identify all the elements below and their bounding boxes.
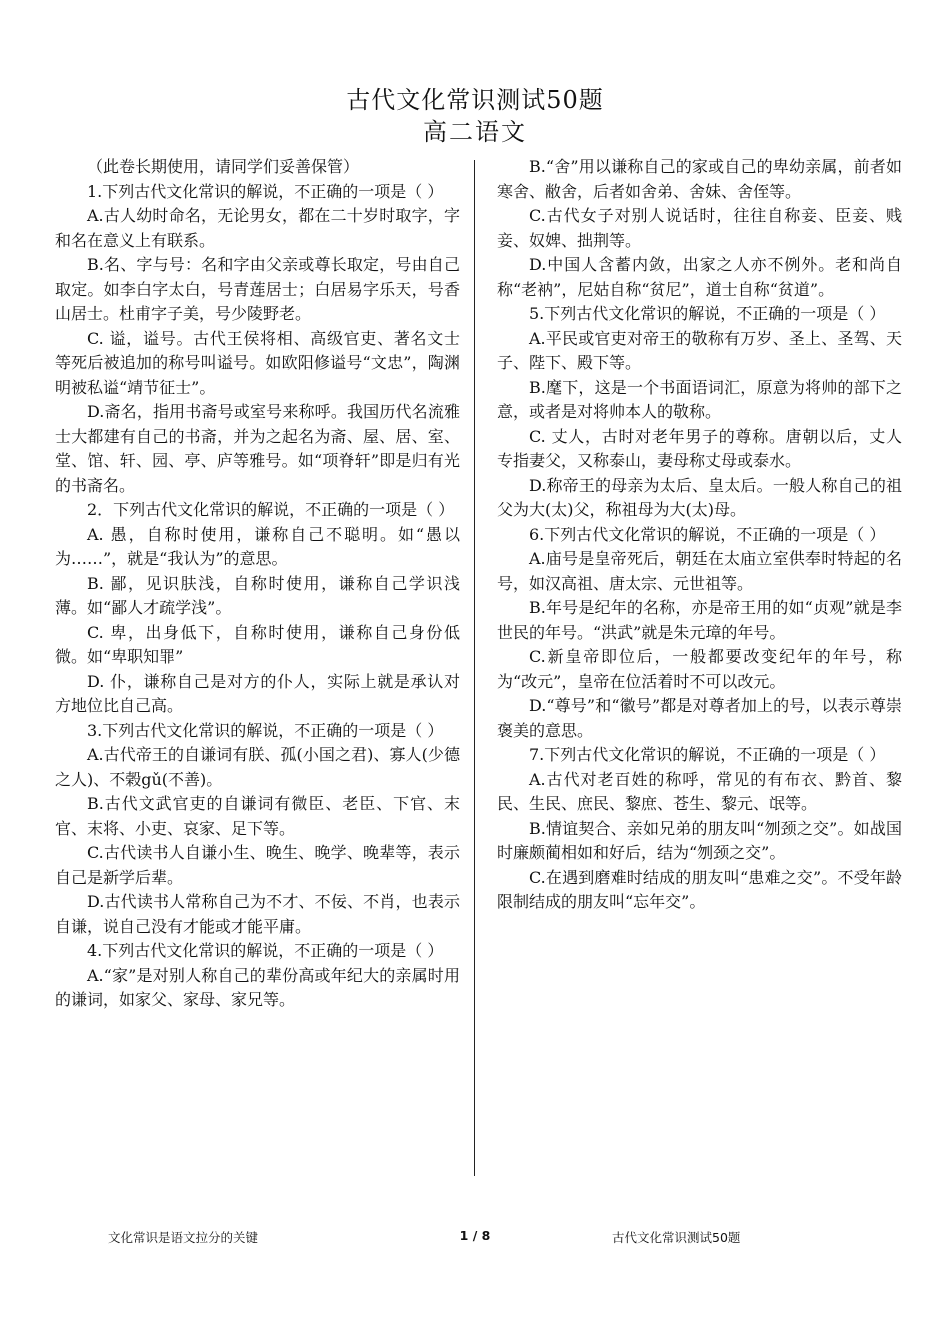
question-6-option-d: D.“尊号”和“徽号”都是对尊者加上的号，以表示尊崇褒美的意思。 [497, 696, 902, 740]
page-subtitle: 高二语文 [423, 118, 527, 146]
question-7-option-c: C.在遇到磨难时结成的朋友叫“患难之交”。不受年龄限制结成的朋友叫“忘年交”。 [497, 867, 902, 911]
column-divider [474, 160, 475, 1176]
question-1-option-c: C. 谥，谥号。古代王侯将相、高级官吏、著名文士等死后被追加的称号叫谥号。如欧阳修谥号“文忠”，陶渊明被私谥“靖节征士”。 [55, 328, 460, 397]
question-3-stem: 3.下列古代文化常识的解说，不正确的一项是（ ） [87, 720, 444, 740]
question-5-option-d: D.称帝王的母亲为太后、皇太后。一般人称自己的祖父为大(太)父，称祖母为大(太)母。 [497, 475, 902, 519]
question-4-option-a: A.“家”是对别人称自己的辈份高或年纪大的亲属时用的谦词，如家父、家母、家兄等。 [55, 965, 460, 1009]
question-5-option-c: C. 丈人，古时对老年男子的尊称。唐朝以后，丈人专指妻父，又称泰山，妻母称丈母或泰水。 [497, 426, 902, 470]
question-2-option-b: B. 鄙，见识肤浅，自称时使用，谦称自己学识浅薄。如“鄙人才疏学浅”。 [55, 573, 460, 617]
question-2-option-d: D. 仆，谦称自己是对方的仆人，实际上就是承认对方地位比自己高。 [55, 671, 460, 715]
question-1-option-b: B.名、字与号：名和字由父亲或尊长取定，号由自己取定。如李白字太白，号青莲居士；白居易字乐天，号香山居士。杜甫字子美，号少陵野老。 [55, 255, 460, 323]
question-6-option-b: B.年号是纪年的名称，亦是帝王用的如“贞观”就是李世民的年号。“洪武”就是朱元璋的年号。 [497, 598, 902, 642]
question-5-option-b: B.麾下，这是一个书面语词汇，原意为将帅的部下之意，或者是对将帅本人的敬称。 [497, 377, 902, 421]
left-column [55, 155, 460, 1013]
right-column [497, 155, 902, 915]
question-6-option-a: A.庙号是皇帝死后，朝廷在太庙立室供奉时特起的名号，如汉高祖、唐太宗、元世祖等。 [497, 549, 902, 593]
page-number: 1 / 8 [459, 1228, 491, 1243]
question-6-option-c: C.新皇帝即位后，一般都要改变纪年的年号，称为“改元”，皇帝在位活着时不可以改元。 [497, 647, 902, 691]
footer-right-text: 古代文化常识测试50题 [612, 1230, 741, 1245]
notice-paragraph: （此卷长期使用，请同学们妥善保管） [87, 157, 360, 176]
question-3-option-a: A.古代帝王的自谦词有朕、孤(小国之君)、寡人(少德之人)、不榖gǔ(不善)。 [55, 745, 460, 789]
question-4-option-d: D.中国人含蓄内敛，出家之人亦不例外。老和尚自称“老衲”，尼姑自称“贫尼”，道士自称“贫道”。 [497, 255, 902, 299]
footer-left-text: 文化常识是语文拉分的关键 [108, 1230, 259, 1245]
question-1-option-d: D.斋名，指用书斋号或室号来称呼。我国历代名流雅士大都建有自己的书斋，并为之起名为斋、屋、居、室、堂、馆、轩、园、亭、庐等雅号。如“项脊轩”即是归有光的书斋名。 [55, 402, 460, 495]
question-4-stem: 4.下列古代文化常识的解说，不正确的一项是（ ） [87, 941, 444, 960]
question-3-option-b: B.古代文武官吏的自谦词有微臣、老臣、下官、末官、末将、小吏、哀家、足下等。 [55, 794, 460, 838]
question-7-stem: 7.下列古代文化常识的解说，不正确的一项是（ ） [529, 745, 886, 764]
question-5-option-a: A.平民或官吏对帝王的敬称有万岁、圣上、圣驾、天子、陛下、殿下等。 [497, 328, 902, 372]
question-3-option-c: C.古代读书人自谦小生、晚生、晚学、晚辈等，表示自己是新学后辈。 [55, 843, 460, 887]
page-title: 古代文化常识测试50题 [346, 86, 604, 114]
question-4-option-b: B.“舍”用以谦称自己的家或自己的卑幼亲属，前者如寒舍、敝舍，后者如舍弟、舍妹、舍侄等。 [497, 157, 902, 201]
question-2-option-a: A. 愚，自称时使用，谦称自己不聪明。如“愚以为……”，就是“我认为”的意思。 [55, 524, 460, 568]
question-7-option-a: A.古代对老百姓的称呼，常见的有布衣、黔首、黎民、生民、庶民、黎庶、苍生、黎元、氓等。 [497, 769, 902, 813]
question-2-option-c: C. 卑，出身低下，自称时使用，谦称自己身份低微。如“卑职知罪” [55, 622, 460, 666]
question-6-stem: 6.下列古代文化常识的解说，不正确的一项是（ ） [529, 524, 886, 544]
question-2-stem: 2．下列古代文化常识的解说，不正确的一项是（ ） [87, 500, 455, 519]
question-1-stem: 1.下列古代文化常识的解说，不正确的一项是（ ） [87, 181, 444, 201]
question-4-option-c: C.古代女子对别人说话时，往往自称妾、臣妾、贱妾、奴婢、拙荆等。 [497, 206, 902, 250]
question-3-option-d: D.古代读书人常称自己为不才、不佞、不肖，也表示自谦，说自己没有才能或才能平庸。 [55, 892, 460, 936]
question-7-option-b: B.情谊契合、亲如兄弟的朋友叫“刎颈之交”。如战国时廉颇蔺相如和好后，结为“刎颈之交”。 [497, 818, 902, 862]
question-5-stem: 5.下列古代文化常识的解说，不正确的一项是（ ） [529, 304, 886, 323]
question-1-option-a: A.古人幼时命名，无论男女，都在二十岁时取字，字和名在意义上有联系。 [55, 206, 460, 250]
